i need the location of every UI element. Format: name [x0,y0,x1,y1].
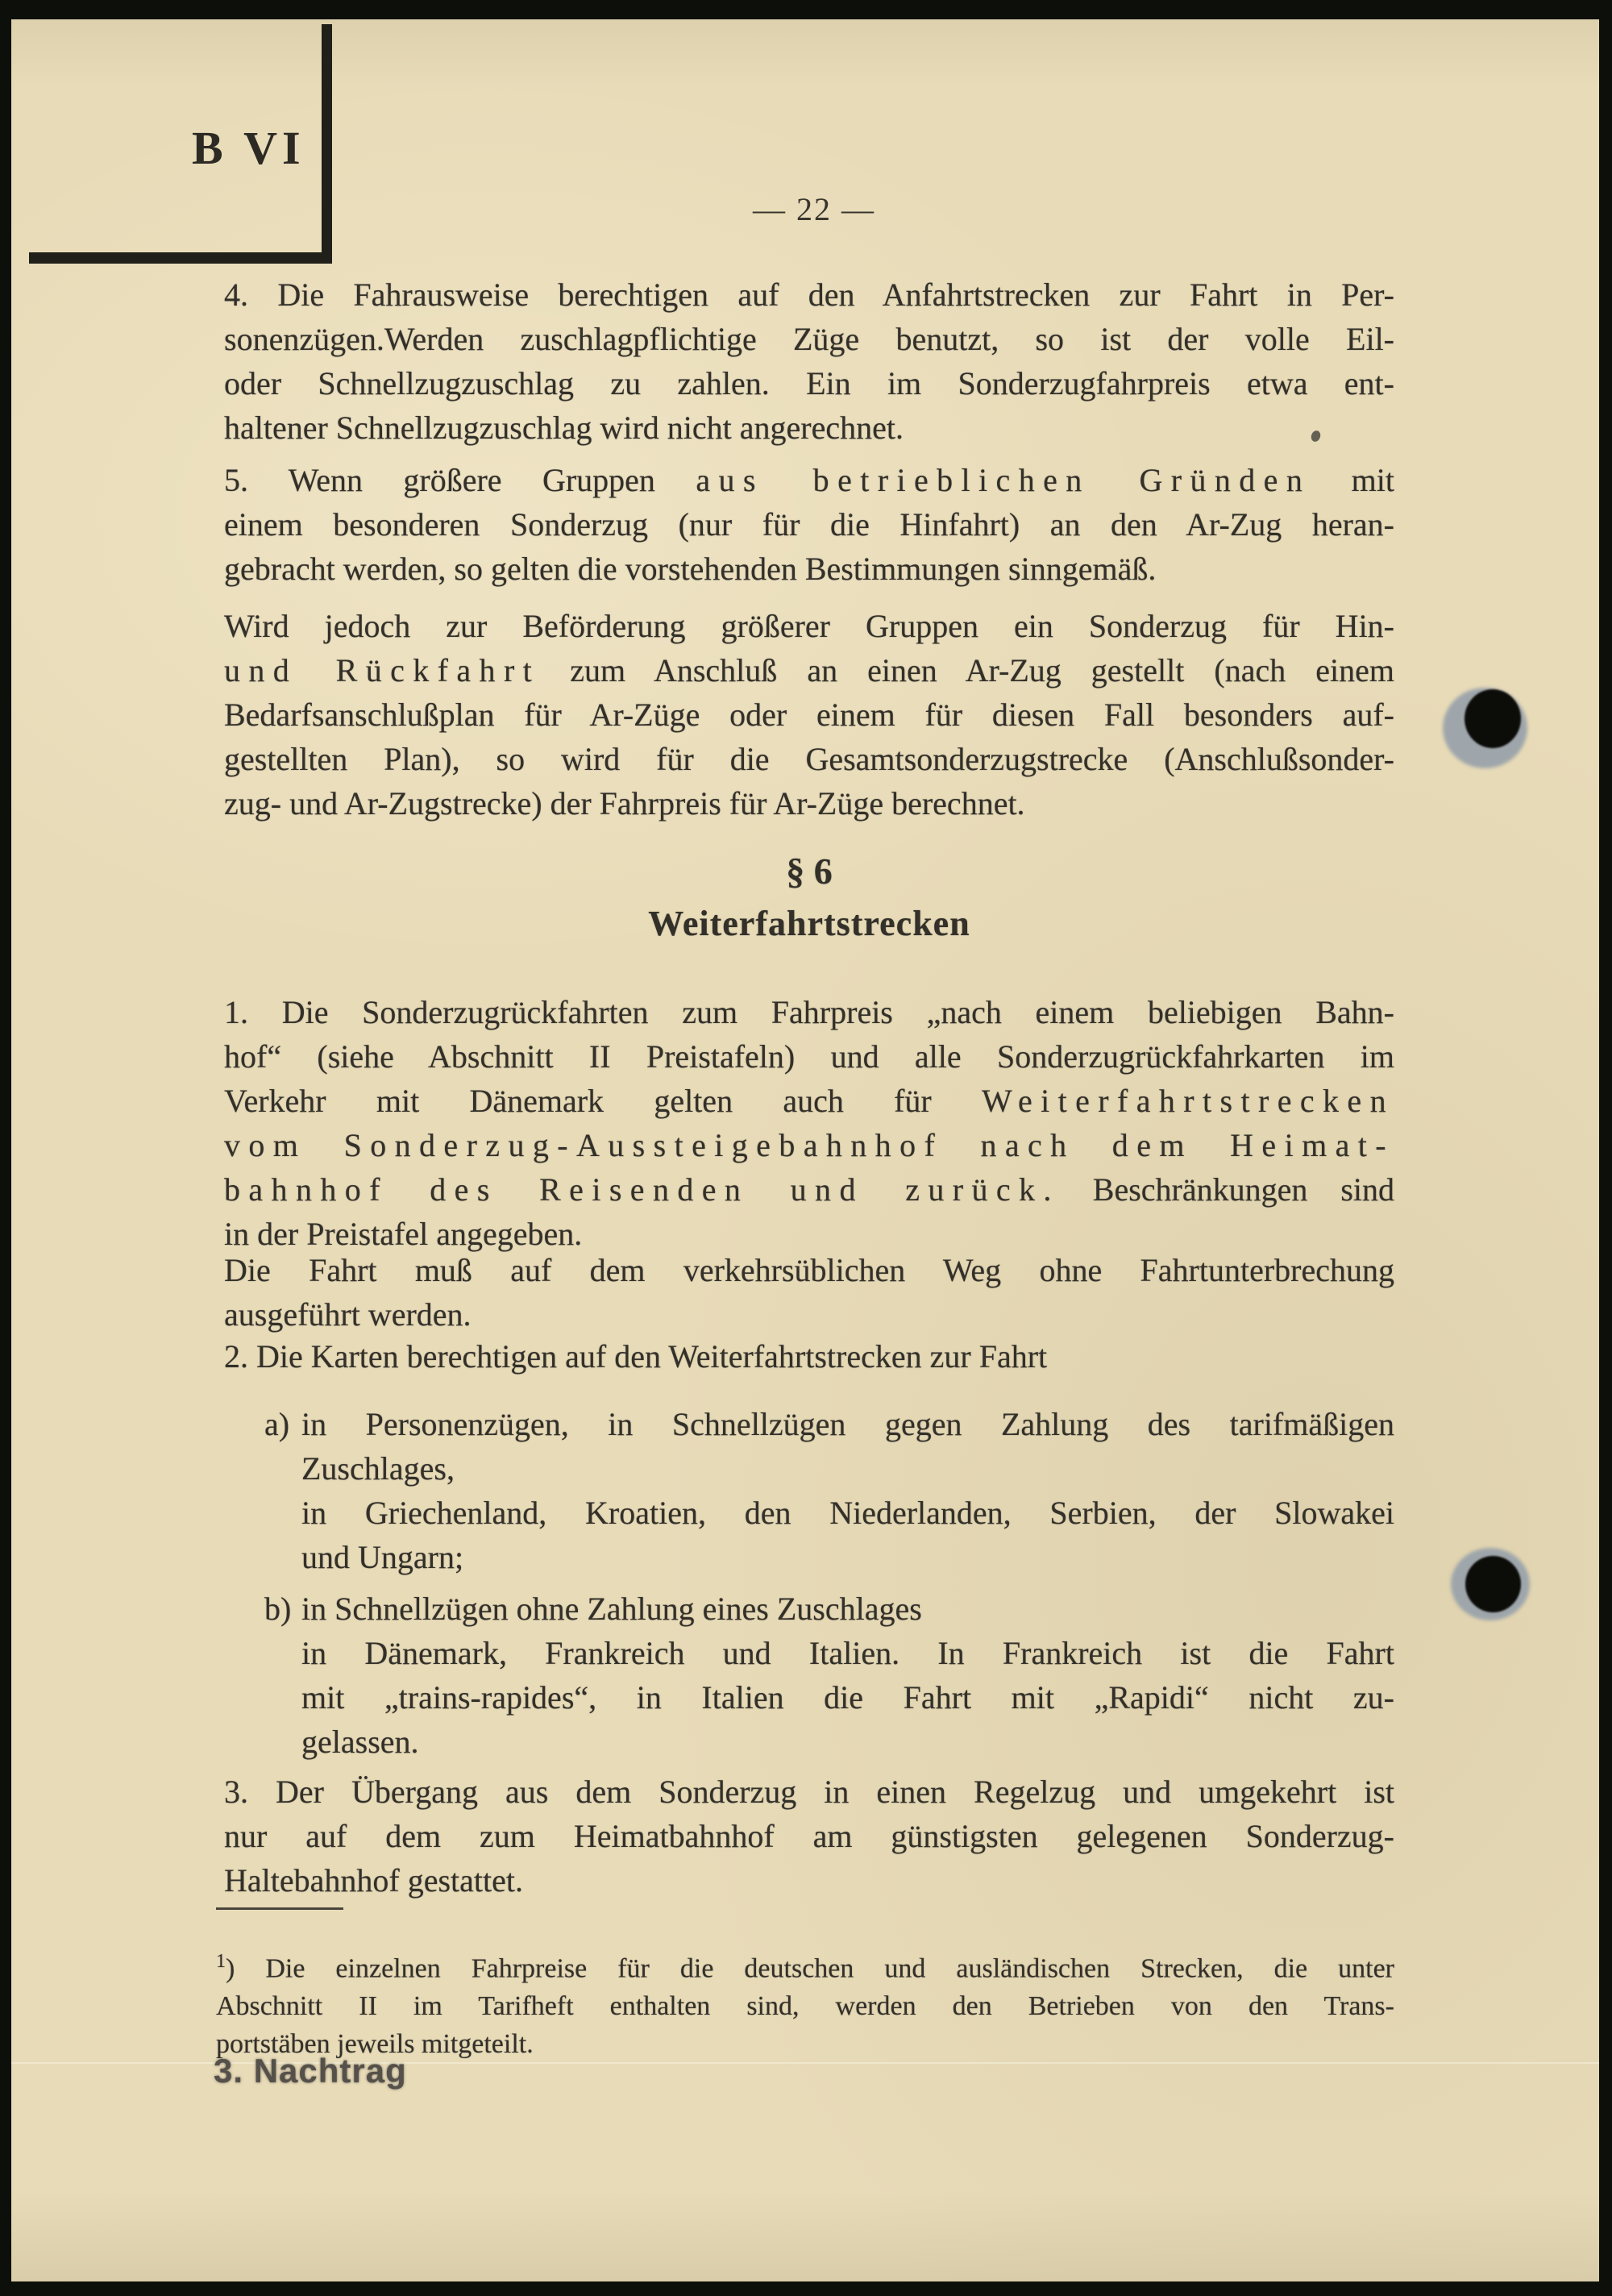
section-label: B VI [192,122,305,174]
text-line: einem besonderen Sonderzug (nur für die Hinfahrt) an den Ar-Zug heran- [224,506,1394,543]
punch-hole-top [1465,689,1521,748]
text-line: haltener Schnellzugzuschlag wird nicht angerechnet. [224,410,904,446]
paragraph-2 [224,1334,1394,1379]
text-segment: in Personenzügen, in Schnellzügen gegen Zahlung des tarifmäßigen [301,1406,1394,1442]
letterspaced-segment: Weiterfahrtstrecken [982,1083,1394,1119]
text-line: Haltebahnhof gestattet. [224,1862,523,1899]
footnote-marker: 1 [216,1951,226,1972]
list-item-a [264,1402,1394,1579]
paragraph-4 [224,272,1394,450]
text-line [224,1167,1394,1212]
text-line: gelassen. [301,1724,419,1760]
text-segment: in Schnellzügen ohne Zahlung eines Zuschlages [301,1591,922,1627]
footnote [216,1943,1394,2063]
letterspaced-segment: und Rückfahrt [224,652,541,688]
paragraph-1 [224,990,1394,1256]
text-line: Die Fahrt muß auf dem verkehrsüblichen Weg ohne Fahrtunterbrechung [224,1252,1394,1288]
corner-mark-vertical-rule [322,24,332,264]
text-line: Abschnitt II im Tarifheft enthalten sind, werden den Betrieben von den Trans- [216,1991,1394,2022]
text-line [216,1943,1394,1987]
text-segment: Beschränkungen sind [1059,1171,1395,1208]
letterspaced-segment: aus betrieblichen Gründen [696,462,1311,498]
text-line: gebracht werden, so gelten die vorstehenden Bestimmungen sinngemäß. [224,551,1157,587]
text-segment: 5. Wenn größere Gruppen [224,462,696,498]
item-marker: b) [264,1591,292,1627]
footnote-rule [216,1907,343,1910]
text-line: hof“ (siehe Abschnitt II Preistafeln) und alle Sonderzugrückfahrkarten im [224,1038,1394,1075]
text-line: zug- und Ar-Zugstrecke) der Fahrpreis für Ar-Züge berechnet. [224,785,1025,821]
letterspaced-segment: bahnhof des Reisenden und zurück. [224,1171,1060,1208]
text-line: Wird jedoch zur Beförderung größerer Gruppen ein Sonderzug für Hin- [224,608,1394,644]
text-line: Zuschlages, [301,1450,455,1487]
letterspaced-line: vom Sonderzug-Aussteigebahnhof nach dem Heimat- [224,1127,1394,1163]
text-line: in Griechenland, Kroatien, den Niederlanden, Serbien, der Slowakei [301,1495,1394,1531]
text-line: Bedarfsanschlußplan für Ar-Züge oder einem für diesen Fall besonders auf- [224,697,1394,733]
text-line: in der Preistafel angegeben. [224,1216,583,1252]
text-line: und Ungarn; [301,1539,464,1575]
text-line: ausgeführt werden. [224,1296,472,1333]
punch-hole-bottom [1465,1556,1521,1612]
text-line [224,648,1394,693]
paragraph-3 [224,1770,1394,1903]
list-item-b [264,1587,1394,1764]
supplement-label: 3. Nachtrag [214,2052,407,2090]
text-line [264,1587,1394,1631]
text-line: nur auf dem zum Heimatbahnhof am günstigsten gelegenen Sonderzug- [224,1818,1394,1854]
item-marker: a) [264,1406,290,1442]
paragraph-fahrt [224,1248,1394,1337]
corner-mark-horizontal-rule [29,252,331,264]
text-line: sonenzügen.Werden zuschlagpflichtige Züge benutzt, so ist der volle Eil- [224,321,1394,357]
text-segment: zum Anschluß an einen Ar-Zug gestellt (nach einem [540,652,1394,688]
text-line: gestellten Plan), so wird für die Gesamtsonderzugstrecke (Anschlußsonder- [224,741,1394,777]
text-line: mit „trains-rapides“, in Italien die Fahrt mit „Rapidi“ nicht zu- [301,1679,1394,1716]
page-number: — 22 — [753,191,875,227]
text-line [264,1402,1394,1446]
text-segment: mit [1311,462,1395,498]
text-line: oder Schnellzugzuschlag zu zahlen. Ein im Sonderzugfahrpreis etwa ent- [224,365,1394,401]
text-line: in Dänemark, Frankreich und Italien. In Frankreich ist die Fahrt [301,1635,1394,1671]
text-line: portstäben jeweils mitgeteilt. [216,2029,534,2060]
text-line [224,1079,1394,1123]
text-line: 1. Die Sonderzugrückfahrten zum Fahrpreis „nach einem beliebigen Bahn- [224,994,1394,1030]
paragraph-5 [224,458,1394,591]
text-line [224,458,1394,502]
section-title: Weiterfahrtstrecken [648,904,970,943]
text-line: 4. Die Fahrausweise berechtigen auf den Anfahrtstrecken zur Fahrt in Per- [224,277,1394,313]
paragraph-5-continuation [224,604,1394,826]
text-segment: Verkehr mit Dänemark gelten auch für [224,1083,983,1119]
section-number: § 6 [786,851,833,892]
text-line: 3. Der Übergang aus dem Sonderzug in einen Regelzug und umgekehrt ist [224,1774,1394,1810]
text-line: 2. Die Karten berechtigen auf den Weiterfahrtstrecken zur Fahrt [224,1338,1048,1375]
text-segment: ) Die einzelnen Fahrpreise für die deutschen und ausländischen Strecken, die unter [226,1953,1394,1984]
